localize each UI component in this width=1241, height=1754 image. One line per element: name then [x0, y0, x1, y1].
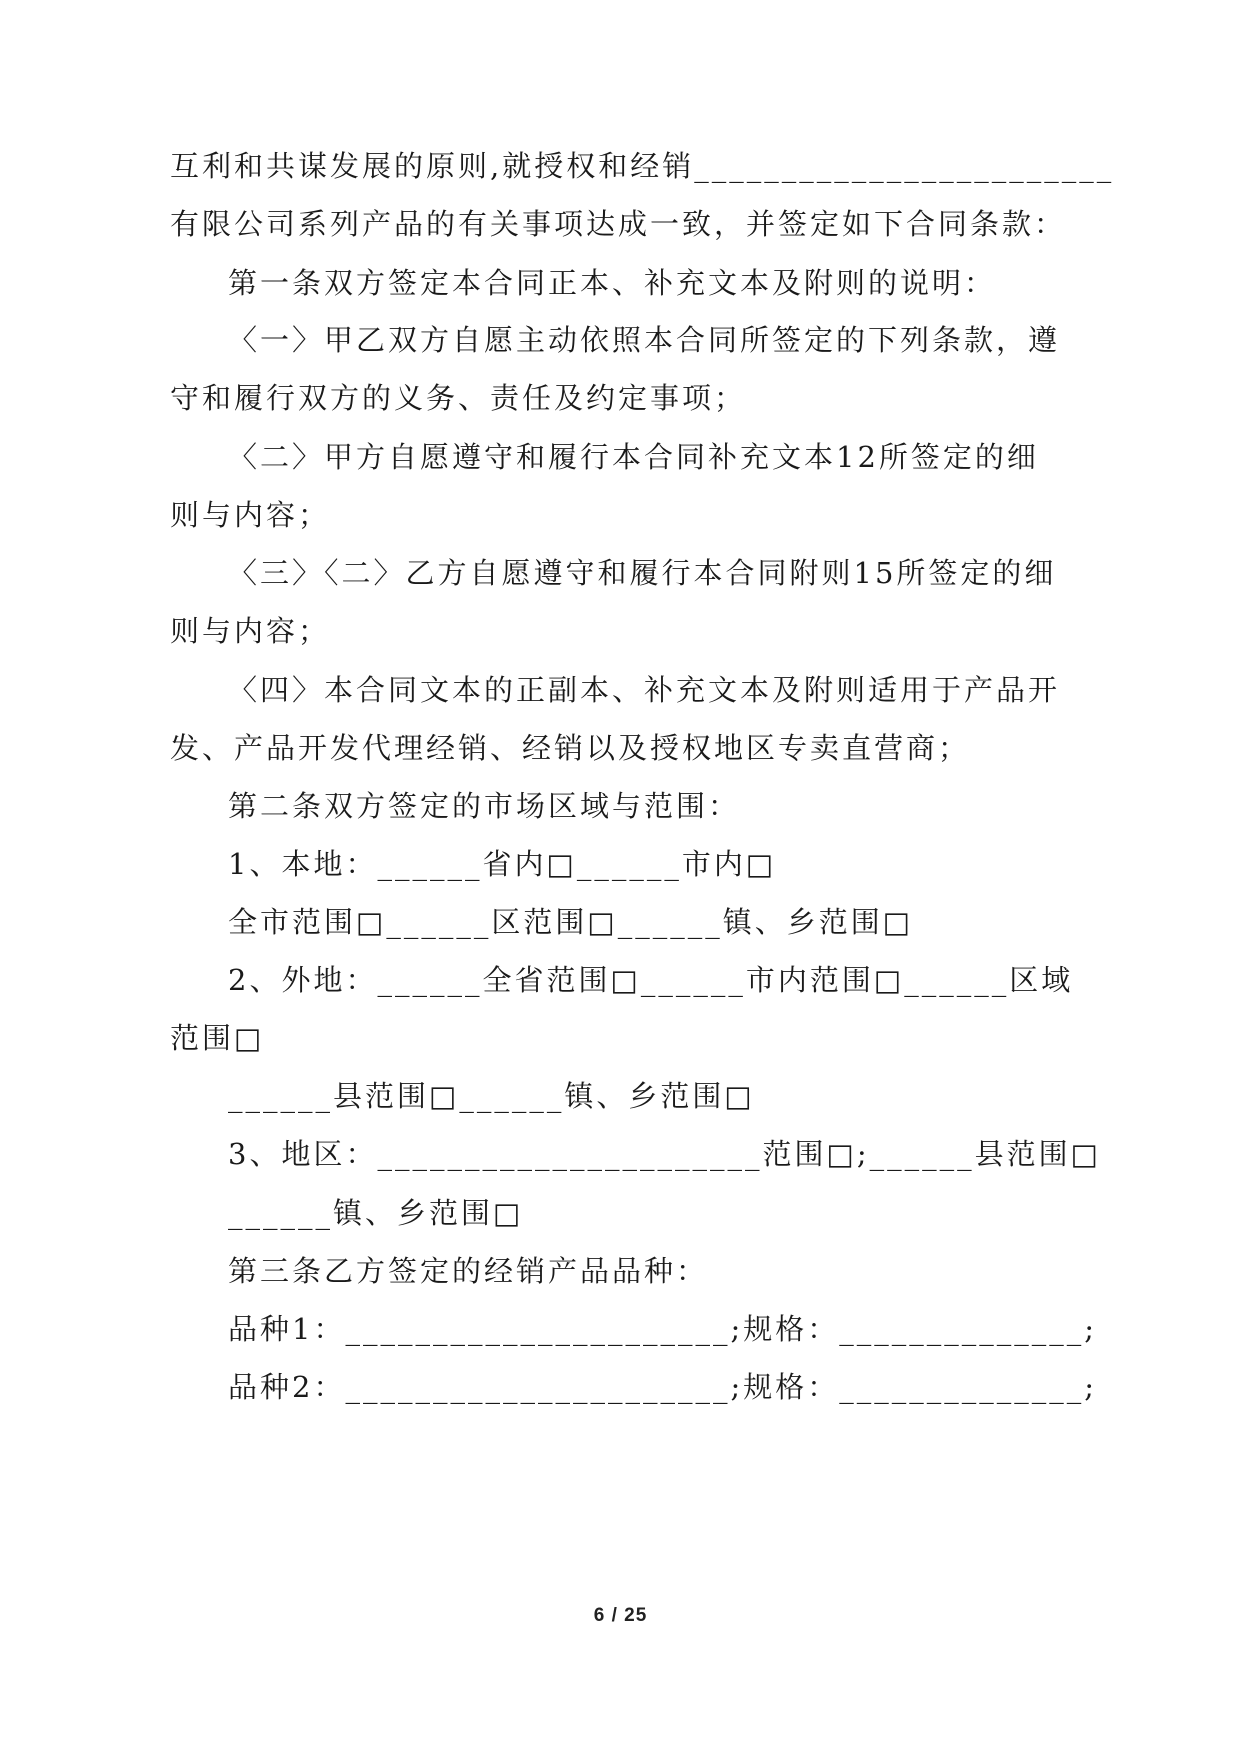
text-line-10: 〈四〉本合同文本的正副本、补充文本及附则适用于产品开 — [228, 673, 1061, 707]
text-line-21: 品种1：______________________;规格：______________; — [228, 1312, 1097, 1346]
text-line-6: 〈二〉甲方自愿遵守和履行本合同补充文本12所签定的细 — [228, 440, 1039, 474]
clause-heading-1: 第一条双方签定本合同正本、补充文本及附则的说明： — [228, 266, 997, 300]
text-line-1: 互利和共谋发展的原则,就授权和经销________________________ — [170, 149, 1115, 183]
text-line-17: ______县范围□______镇、乡范围□ — [228, 1079, 755, 1113]
text-line-8: 〈三〉〈二〉乙方自愿遵守和履行本合同附则15所签定的细 — [228, 556, 1057, 590]
text-line-13: 1、本地：______省内□______市内□ — [228, 847, 777, 881]
text-line-11: 发、产品开发代理经销、经销以及授权地区专卖直营商； — [170, 731, 971, 765]
text-line-18: 3、地区：______________________范围□;______县范围□ — [228, 1137, 1102, 1171]
clause-heading-3: 第三条乙方签定的经销产品品种： — [228, 1254, 709, 1288]
text-line-19: ______镇、乡范围□ — [228, 1196, 524, 1230]
text-line-9: 则与内容； — [170, 614, 331, 648]
text-line-14: 全市范围□______区范围□______镇、乡范围□ — [228, 905, 914, 939]
text-line-7: 则与内容； — [170, 498, 331, 532]
text-line-22: 品种2：______________________;规格：______________; — [228, 1370, 1097, 1404]
text-line-2: 有限公司系列产品的有关事项达成一致，并签定如下合同条款： — [170, 207, 1067, 241]
page-number: 6 / 25 — [593, 1605, 648, 1626]
text-line-16: 范围□ — [170, 1021, 265, 1055]
clause-heading-2: 第二条双方签定的市场区域与范围： — [228, 789, 741, 823]
text-line-15: 2、外地：______全省范围□______市内范围□______区域 — [228, 963, 1074, 997]
text-line-4: 〈一〉甲乙双方自愿主动依照本合同所签定的下列条款，遵 — [228, 323, 1061, 357]
text-line-5: 守和履行双方的义务、责任及约定事项； — [170, 381, 747, 415]
